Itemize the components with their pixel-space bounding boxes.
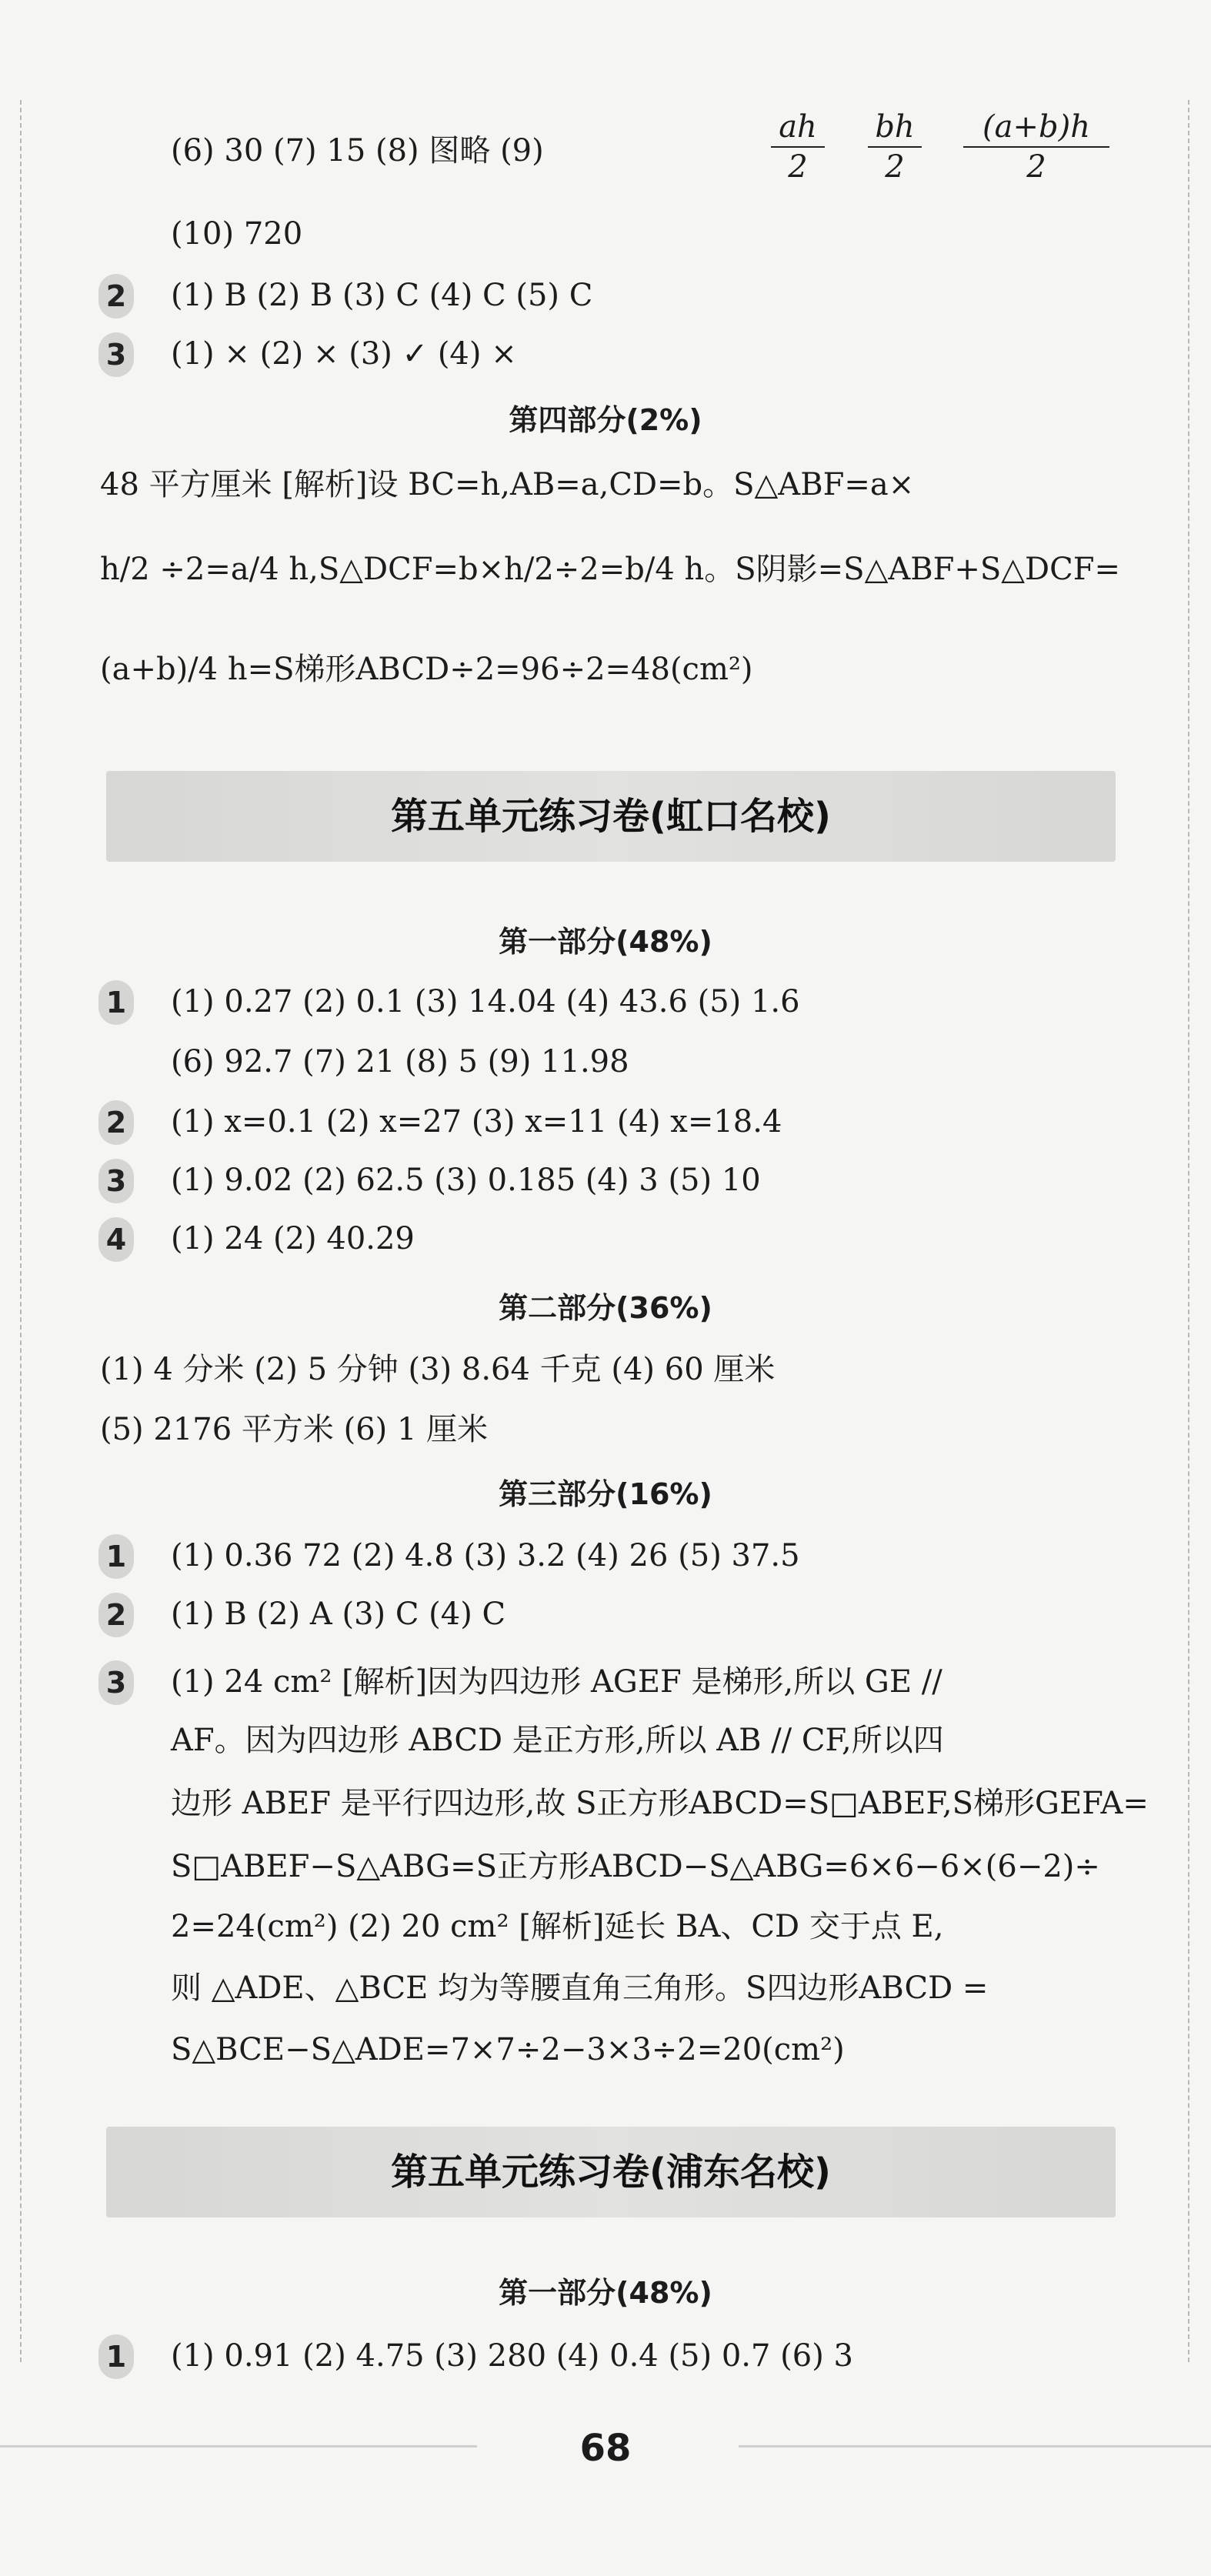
part-heading: 第三部分(16%)	[499, 1477, 712, 1511]
solution-line: (a+b)/4 h=S梯形ABCD÷2=96÷2=48(cm²)	[100, 652, 753, 687]
question-number-badge: 3	[98, 332, 134, 377]
fraction-bar	[963, 146, 1109, 148]
answer-line: (1) 4 分米 (2) 5 分钟 (3) 8.64 千克 (4) 60 厘米	[100, 1352, 776, 1387]
part-heading: 第一部分(48%)	[499, 925, 712, 959]
answer-line: (1) 24 (2) 40.29	[171, 1221, 415, 1256]
fraction-denominator: 2	[885, 149, 905, 185]
question-number-badge: 1	[98, 980, 134, 1025]
answer-line: (5) 2176 平方米 (6) 1 厘米	[100, 1412, 489, 1447]
fraction	[963, 109, 1109, 185]
solution-line: h/2 ÷2=a/4 h,S△DCF=b×h/2÷2=b/4 h。S阴影=S△ABF+S△DCF=	[100, 552, 1120, 587]
answer-line: (6) 92.7 (7) 21 (8) 5 (9) 11.98	[171, 1044, 629, 1079]
section-banner-title: 第五单元练习卷(虹口名校)	[391, 795, 831, 838]
question-number-badge: 1	[98, 1534, 134, 1579]
question-number-badge: 3	[98, 1159, 134, 1203]
fraction-bar	[771, 146, 825, 148]
fraction-numerator: bh	[875, 109, 915, 145]
question-number-badge: 1	[98, 2334, 134, 2379]
section-banner	[106, 771, 1116, 862]
page-number: 68	[579, 2427, 632, 2470]
answer-line: (10) 720	[171, 216, 303, 252]
question-number-badge: 2	[98, 1593, 134, 1637]
question-number-badge: 4	[98, 1217, 134, 1262]
fraction	[868, 109, 922, 185]
answer-line: (6) 30 (7) 15 (8) 图略 (9)	[171, 133, 544, 169]
solution-line: AF。因为四边形 ABCD 是正方形,所以 AB // CF,所以四	[171, 1723, 944, 1758]
solution-line: 48 平方厘米 [解析]设 BC=h,AB=a,CD=b。S△ABF=a×	[100, 467, 915, 502]
section-banner-title: 第五单元练习卷(浦东名校)	[391, 2151, 831, 2194]
fraction-denominator: 2	[1026, 149, 1046, 185]
fraction-bar	[868, 146, 922, 148]
answer-line: (1) 0.36 72 (2) 4.8 (3) 3.2 (4) 26 (5) 37.5	[171, 1538, 800, 1573]
answer-line: (1) 9.02 (2) 62.5 (3) 0.185 (4) 3 (5) 10	[171, 1163, 761, 1198]
solution-line: S□ABEF−S△ABG=S正方形ABCD−S△ABG=6×6−6×(6−2)÷	[171, 1849, 1100, 1884]
fraction-numerator: (a+b)h	[982, 109, 1090, 145]
question-number-badge: 2	[98, 274, 134, 319]
solution-line: S△BCE−S△ADE=7×7÷2−3×3÷2=20(cm²)	[171, 2032, 845, 2067]
answer-line: (1) B (2) B (3) C (4) C (5) C	[171, 278, 593, 313]
part-heading: 第四部分(2%)	[509, 403, 702, 437]
answer-line: (1) × (2) × (3) ✓ (4) ×	[171, 336, 517, 372]
question-number-badge: 2	[98, 1100, 134, 1145]
fraction-numerator: ah	[779, 109, 817, 145]
question-number-badge: 3	[98, 1660, 134, 1705]
answer-line: (1) B (2) A (3) C (4) C	[171, 1597, 506, 1632]
solution-line: (1) 24 cm² [解析]因为四边形 AGEF 是梯形,所以 GE //	[171, 1664, 942, 1700]
answer-line: (1) 0.27 (2) 0.1 (3) 14.04 (4) 43.6 (5) 1.6	[171, 984, 800, 1019]
part-heading: 第二部分(36%)	[499, 1291, 712, 1325]
fraction	[771, 109, 825, 185]
solution-line: 则 △ADE、△BCE 均为等腰直角三角形。S四边形ABCD =	[171, 1970, 989, 2006]
section-banner	[106, 2127, 1116, 2217]
solution-line: 边形 ABEF 是平行四边形,故 S正方形ABCD=S□ABEF,S梯形GEFA=	[171, 1786, 1149, 1821]
fraction-denominator: 2	[788, 149, 808, 185]
solution-line: 2=24(cm²) (2) 20 cm² [解析]延长 BA、CD 交于点 E,	[171, 1909, 944, 1944]
answer-line: (1) x=0.1 (2) x=27 (3) x=11 (4) x=18.4	[171, 1104, 782, 1140]
answer-line: (1) 0.91 (2) 4.75 (3) 280 (4) 0.4 (5) 0.7 (6) 3	[171, 2338, 853, 2374]
part-heading: 第一部分(48%)	[499, 2276, 712, 2310]
